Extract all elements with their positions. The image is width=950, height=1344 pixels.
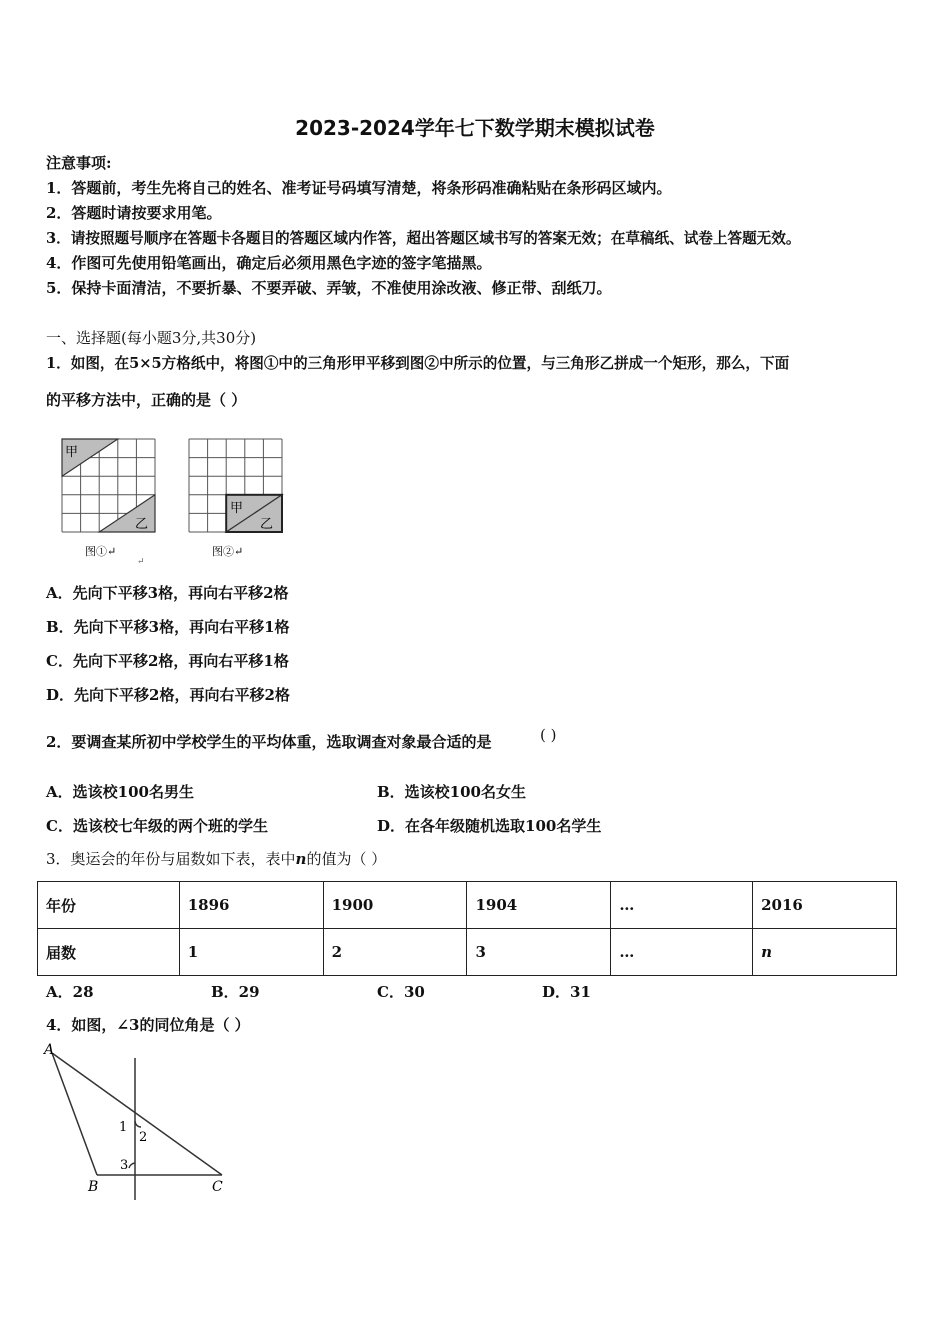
angle-2-label: 2 xyxy=(139,1130,148,1145)
table-row xyxy=(38,882,897,929)
table-cell: 1 xyxy=(179,929,323,976)
q3-text-after: 的值为（ ） xyxy=(306,850,387,868)
q2-text: 2．要调查某所初中学校学生的平均体重，选取调查对象最合适的是 xyxy=(46,733,492,751)
q3-option-b: B．29 xyxy=(211,983,260,1001)
q1-figure-1 xyxy=(55,432,175,572)
notice-item: 2．答题时请按要求用笔。 xyxy=(46,204,222,222)
q3-option-a: A．28 xyxy=(46,983,94,1001)
table-cell: 1900 xyxy=(323,882,467,929)
q1-option-c: C．先向下平移2格，再向右平移1格 xyxy=(46,652,289,670)
label-jia: 甲 xyxy=(230,501,244,516)
label-a: A xyxy=(44,1042,55,1058)
table-cell: 届数 xyxy=(38,929,180,976)
q2-option-c: C．选该校七年级的两个班的学生 xyxy=(46,817,268,835)
label-c: C xyxy=(212,1179,223,1195)
table-row xyxy=(38,929,897,976)
table-cell: 年份 xyxy=(38,882,180,929)
q1-figure-2 xyxy=(182,432,302,572)
q1-option-d: D．先向下平移2格，再向右平移2格 xyxy=(46,686,290,704)
q3-text-before: 3．奥运会的年份与届数如下表，表中 xyxy=(46,850,296,868)
table-cell: n xyxy=(753,929,897,976)
table-cell: 1896 xyxy=(179,882,323,929)
table-cell: 3 xyxy=(467,929,611,976)
q3-option-d: D．31 xyxy=(542,983,591,1001)
table-cell: 2016 xyxy=(753,882,897,929)
notice-item: 3．请按照题号顺序在答题卡各题目的答题区域内作答，超出答题区域书写的答案无效；在草稿纸、试卷上答题无效。 xyxy=(46,230,801,247)
q1-option-b: B．先向下平移3格，再向右平移1格 xyxy=(46,618,290,636)
notice-item: 4．作图可先使用铅笔画出，确定后必须用黑色字迹的签字笔描黑。 xyxy=(46,254,492,272)
label-yi: 乙 xyxy=(260,517,274,532)
notice-item: 5．保持卡面清洁，不要折暴、不要弄破、弄皱，不准使用涂改液、修正带、刮纸刀。 xyxy=(46,279,612,297)
angle-3-label: 3 xyxy=(120,1158,129,1173)
q3-option-c: C．30 xyxy=(377,983,425,1001)
return-mark: ↵ xyxy=(137,557,145,567)
q1-text-line1: 1．如图，在5×5方格纸中，将图①中的三角形甲平移到图②中所示的位置，与三角形乙拼成一个矩形，那么，下面 xyxy=(46,355,790,372)
label-jia: 甲 xyxy=(65,445,79,460)
table-cell: 2 xyxy=(323,929,467,976)
line-ab xyxy=(52,1053,97,1175)
olympics-table xyxy=(37,881,897,976)
q2-option-a: A．选该校100名男生 xyxy=(46,783,194,801)
q2-option-b: B．选该校100名女生 xyxy=(377,783,526,801)
q3-text xyxy=(46,848,386,869)
fig2-caption: 图②↵ xyxy=(212,545,244,558)
page-title: 2023-2024学年七下数学期末模拟试卷 xyxy=(295,116,655,140)
q1-text-line2: 的平移方法中，正确的是（ ） xyxy=(46,391,247,409)
angle-3-arc xyxy=(129,1163,135,1168)
fig1-caption: 图①↵ xyxy=(85,545,117,558)
section-heading: 一、选择题(每小题3分,共30分) xyxy=(46,329,257,347)
q2-option-d: D．在各年级随机选取100名学生 xyxy=(377,817,602,835)
table-cell: … xyxy=(611,929,753,976)
notice-heading: 注意事项: xyxy=(46,154,112,172)
q3-var: n xyxy=(295,850,307,868)
angle-1-label: 1 xyxy=(119,1120,128,1135)
line-ac xyxy=(52,1053,222,1175)
q4-text: 4．如图，∠3的同位角是（ ） xyxy=(46,1016,250,1034)
q1-option-a: A．先向下平移3格，再向右平移2格 xyxy=(46,584,289,602)
notice-item: 1．答题前，考生先将自己的姓名、准考证号码填写清楚，将条形码准确粘贴在条形码区域内。 xyxy=(46,179,672,197)
q4-figure xyxy=(40,1040,240,1205)
angle-2-arc xyxy=(135,1121,141,1127)
table-cell: 1904 xyxy=(467,882,611,929)
q2-paren: ( ) xyxy=(540,726,557,744)
label-yi: 乙 xyxy=(135,517,149,532)
label-b: B xyxy=(88,1179,99,1195)
table-cell: … xyxy=(611,882,753,929)
